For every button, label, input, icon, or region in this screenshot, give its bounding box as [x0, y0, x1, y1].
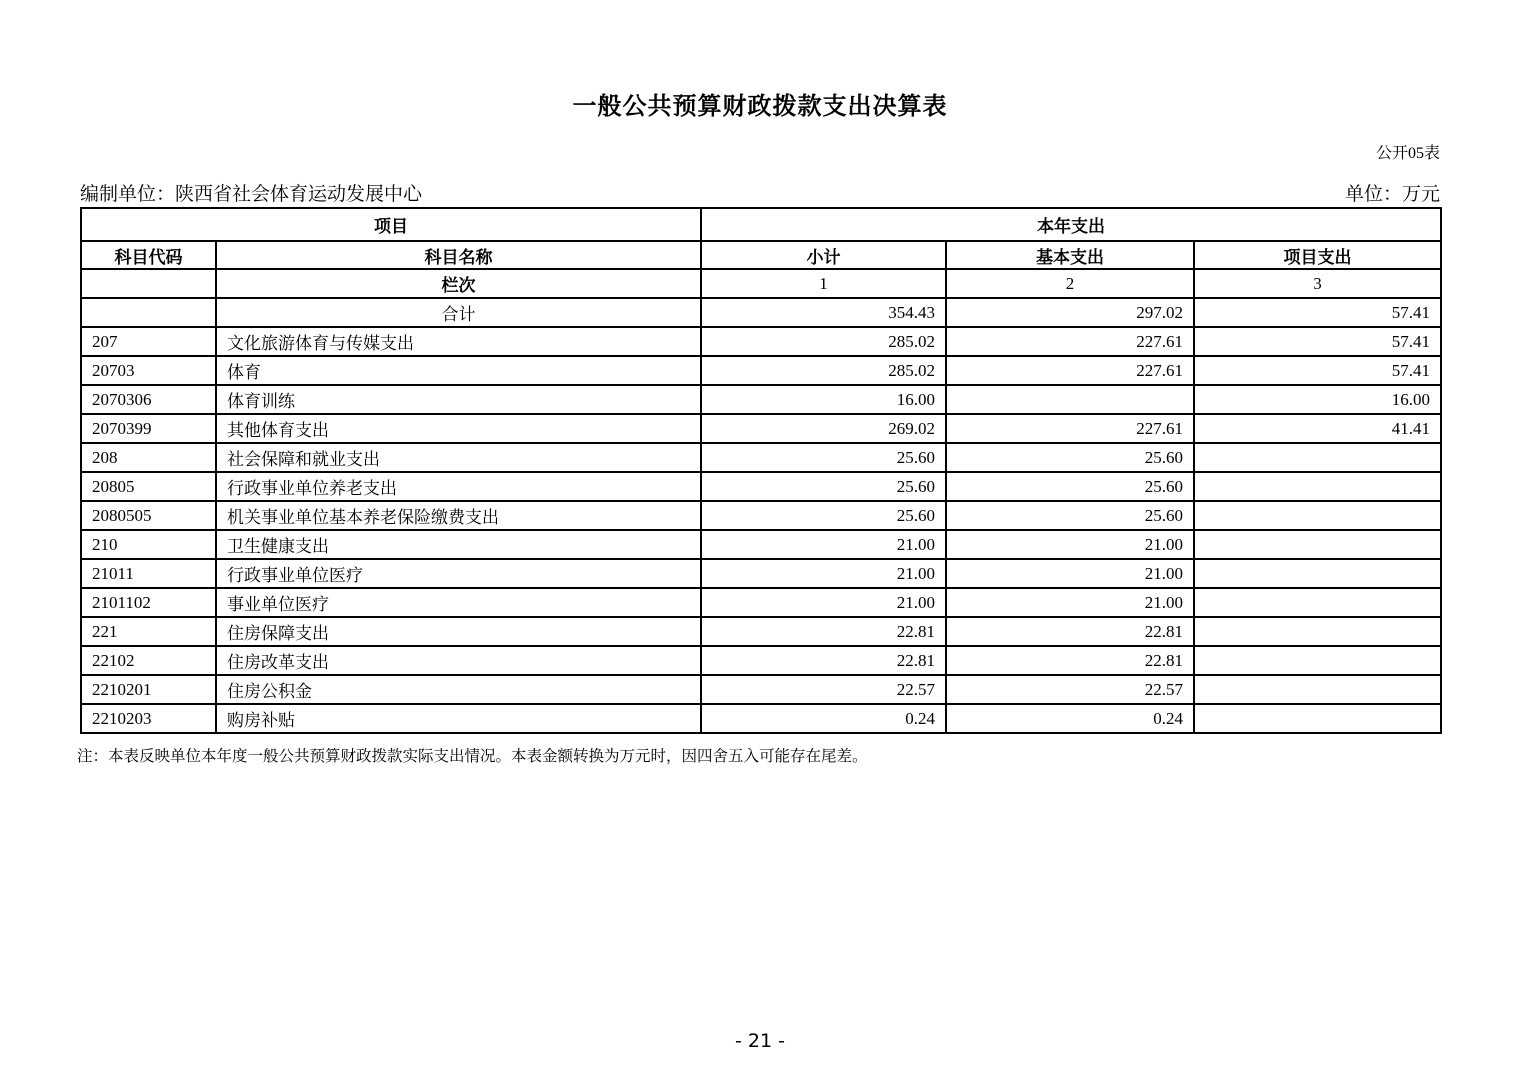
basic-cell: 21.00 [946, 559, 1194, 588]
column-header-code: 科目代码 [81, 241, 216, 269]
subtotal-cell: 0.24 [701, 704, 946, 733]
subtotal-cell: 21.00 [701, 559, 946, 588]
header-group-project: 项目 [81, 208, 701, 241]
basic-cell: 22.81 [946, 646, 1194, 675]
expenditure-table [80, 207, 1442, 734]
table-row [81, 385, 1441, 414]
name-cell: 机关事业单位基本养老保险缴费支出 [216, 501, 701, 530]
name-cell: 购房补贴 [216, 704, 701, 733]
page-number: - 21 - [735, 1030, 785, 1052]
basic-cell: 297.02 [946, 298, 1194, 327]
unit-label: 单位：万元 [1344, 184, 1440, 205]
project-cell [1194, 443, 1441, 472]
table-row [81, 530, 1441, 559]
code-cell: 2070306 [81, 385, 216, 414]
column-index-3: 2 [946, 269, 1194, 298]
subtotal-cell: 25.60 [701, 472, 946, 501]
project-cell: 41.41 [1194, 414, 1441, 443]
subtotal-cell: 269.02 [701, 414, 946, 443]
code-cell: 210 [81, 530, 216, 559]
code-cell: 2080505 [81, 501, 216, 530]
project-cell [1194, 588, 1441, 617]
column-header-row [81, 241, 1441, 269]
subtotal-cell: 21.00 [701, 530, 946, 559]
code-cell: 2210203 [81, 704, 216, 733]
name-cell: 事业单位医疗 [216, 588, 701, 617]
basic-cell: 227.61 [946, 327, 1194, 356]
subtotal-cell: 354.43 [701, 298, 946, 327]
header-group-current-year-expenditure: 本年支出 [701, 208, 1441, 241]
project-cell [1194, 617, 1441, 646]
subtotal-cell: 22.81 [701, 646, 946, 675]
meta-row [80, 179, 1440, 206]
basic-cell: 21.00 [946, 530, 1194, 559]
project-cell [1194, 704, 1441, 733]
name-cell: 合计 [216, 298, 701, 327]
project-cell [1194, 472, 1441, 501]
project-cell: 57.41 [1194, 298, 1441, 327]
table-row [81, 327, 1441, 356]
code-cell: 2101102 [81, 588, 216, 617]
column-header-subtotal: 小计 [701, 241, 946, 269]
basic-cell [946, 385, 1194, 414]
code-cell: 207 [81, 327, 216, 356]
lancet-label: 栏次 [216, 269, 701, 298]
table-row [81, 704, 1441, 733]
name-cell: 社会保障和就业支出 [216, 443, 701, 472]
project-cell [1194, 501, 1441, 530]
prepared-by-label: 编制单位：陕西省社会体育运动发展中心 [80, 184, 423, 205]
basic-cell: 25.60 [946, 501, 1194, 530]
name-cell: 其他体育支出 [216, 414, 701, 443]
basic-cell: 0.24 [946, 704, 1194, 733]
basic-cell: 25.60 [946, 472, 1194, 501]
table-row [81, 472, 1441, 501]
name-cell: 住房改革支出 [216, 646, 701, 675]
column-index-0 [81, 269, 216, 298]
table-row [81, 298, 1441, 327]
column-header-name: 科目名称 [216, 241, 701, 269]
table-row [81, 443, 1441, 472]
name-cell: 行政事业单位医疗 [216, 559, 701, 588]
basic-cell: 25.60 [946, 443, 1194, 472]
name-cell: 卫生健康支出 [216, 530, 701, 559]
name-cell: 行政事业单位养老支出 [216, 472, 701, 501]
table-row [81, 675, 1441, 704]
name-cell: 住房保障支出 [216, 617, 701, 646]
code-cell: 21011 [81, 559, 216, 588]
subtotal-cell: 25.60 [701, 443, 946, 472]
code-cell: 221 [81, 617, 216, 646]
project-cell [1194, 675, 1441, 704]
name-cell: 体育 [216, 356, 701, 385]
basic-cell: 22.57 [946, 675, 1194, 704]
column-index-row [81, 269, 1441, 298]
table-row [81, 617, 1441, 646]
table-row [81, 588, 1441, 617]
column-index-4: 3 [1194, 269, 1441, 298]
column-header-project: 项目支出 [1194, 241, 1441, 269]
name-cell: 文化旅游体育与传媒支出 [216, 327, 701, 356]
table-row [81, 646, 1441, 675]
table-row [81, 559, 1441, 588]
footnote: 注：本表反映单位本年度一般公共预算财政拨款实际支出情况。本表金额转换为万元时，因四舍五入可能存在尾差。 [77, 748, 868, 765]
subtotal-cell: 285.02 [701, 356, 946, 385]
project-cell: 57.41 [1194, 327, 1441, 356]
column-index-2: 1 [701, 269, 946, 298]
basic-cell: 22.81 [946, 617, 1194, 646]
code-cell: 20703 [81, 356, 216, 385]
table-row [81, 501, 1441, 530]
code-cell [81, 298, 216, 327]
project-cell: 16.00 [1194, 385, 1441, 414]
subtotal-cell: 22.81 [701, 617, 946, 646]
subtotal-cell: 22.57 [701, 675, 946, 704]
name-cell: 体育训练 [216, 385, 701, 414]
subtotal-cell: 21.00 [701, 588, 946, 617]
header-group-row [81, 208, 1441, 241]
basic-cell: 227.61 [946, 356, 1194, 385]
table-code-label: 公开05表 [1375, 145, 1440, 162]
code-cell: 22102 [81, 646, 216, 675]
subtotal-cell: 285.02 [701, 327, 946, 356]
project-cell [1194, 646, 1441, 675]
basic-cell: 21.00 [946, 588, 1194, 617]
page-title: 一般公共预算财政拨款支出决算表 [572, 94, 948, 120]
code-cell: 208 [81, 443, 216, 472]
subtotal-cell: 16.00 [701, 385, 946, 414]
project-cell [1194, 530, 1441, 559]
code-cell: 2070399 [81, 414, 216, 443]
column-header-basic: 基本支出 [946, 241, 1194, 269]
subtotal-cell: 25.60 [701, 501, 946, 530]
code-cell: 20805 [81, 472, 216, 501]
code-cell: 2210201 [81, 675, 216, 704]
table-row [81, 414, 1441, 443]
project-cell [1194, 559, 1441, 588]
table-row [81, 356, 1441, 385]
name-cell: 住房公积金 [216, 675, 701, 704]
basic-cell: 227.61 [946, 414, 1194, 443]
project-cell: 57.41 [1194, 356, 1441, 385]
